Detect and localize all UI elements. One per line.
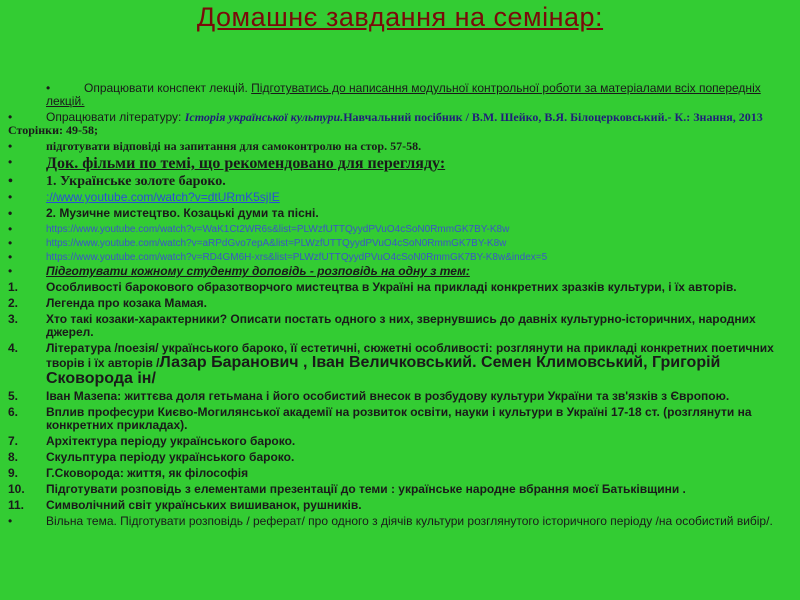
topic-authors: Лазар Баранович , Іван Величковський. Семен Климовський, Григорій Сковорода ін/ — [46, 354, 721, 387]
topic-text: Г.Сковорода: життя, як філософія — [46, 466, 249, 480]
film2-link-1[interactable]: https://www.youtube.com/watch?v=WaK1Ct2WR6s&list=PLWzfUTTQyydPVuO4cSoN0RmmGK7BY-K8w — [46, 224, 510, 235]
bullet-icon: • — [8, 236, 13, 250]
list-item — [8, 111, 786, 137]
bullet-icon: • — [8, 174, 13, 189]
list-item — [8, 515, 786, 528]
topic-item — [8, 313, 786, 339]
list-item — [8, 175, 786, 188]
film1-title: 1. Українське золоте бароко. — [46, 174, 226, 189]
list-item — [8, 140, 786, 153]
topic-number: 6. — [8, 405, 19, 419]
topic-item — [8, 483, 786, 496]
topic-text: Особливості барокового образотворчого мистецтва в Україні на прикладі конкретних зразків культури, і їх авторів. — [46, 280, 737, 294]
book-info: Навчальний посібник / В.М. Шейко, В.Я. Білоцерковський.- К.: Знання, 2013 — [343, 110, 763, 124]
film2-link-3[interactable]: https://www.youtube.com/watch?v=RD4GM6H-xrs&list=PLWzfUTTQyydPVuO4cSoN0RmmGK7BY-K8w&index=5 — [46, 252, 548, 263]
film2-link-2[interactable]: https://www.youtube.com/watch?v=aRPdGvo7epA&list=PLWzfUTTQyydPVuO4cSoN0RmmGK7BY-K8w — [46, 238, 507, 249]
bullet-icon: • — [8, 110, 13, 124]
topic-item — [8, 406, 786, 432]
item1-underlined: Підготуватись до написання модульної контрольної роботи за матеріалами всіх попередніх лекцій. — [46, 81, 761, 108]
list-item — [8, 191, 786, 204]
list-item — [8, 251, 786, 264]
topic-item — [8, 342, 786, 387]
topic-item — [8, 435, 786, 448]
item3-text: підготувати відповіді на запитання для самоконтролю на стор. 57-58. — [46, 139, 422, 153]
bullet-icon: • — [8, 264, 13, 278]
book-pages: Сторінки: 49-58; — [8, 123, 98, 137]
topic-text: Архітектура періоду українського бароко. — [46, 434, 296, 448]
film2-title: 2. Музичне мистецтво. Козацькі думи та пісні. — [46, 206, 319, 220]
topic-number: 1. — [8, 280, 19, 294]
item2-prefix: Опрацювати літературу: — [46, 110, 182, 124]
free-topic-text: Вільна тема. Підготувати розповідь / реферат/ про одного з діячів культури розглянутого історичного періоду /на особистий вибір/. — [46, 514, 773, 528]
list-item — [8, 156, 786, 172]
list-item — [8, 265, 786, 278]
topic-number: 5. — [8, 389, 19, 403]
bullet-icon: • — [46, 81, 51, 95]
topic-text: Література /поезія/ українського бароко, її естетичні, сюжетні особливості: розглянути на прикладі конкретних поетичних творів і їх авторів / — [46, 341, 774, 370]
topic-item — [8, 451, 786, 464]
bullet-icon: • — [8, 514, 13, 528]
topic-number: 10. — [8, 482, 25, 496]
bullet-icon: • — [8, 155, 13, 169]
report-heading: Підготувати кожному студенту доповідь - розповідь на одну з тем: — [46, 264, 470, 278]
list-item — [8, 82, 786, 108]
topic-number: 4. — [8, 341, 19, 355]
topic-item — [8, 390, 786, 403]
topic-number: 9. — [8, 466, 19, 480]
topic-text: Вплив професури Києво-Могилянської академії на розвиток освіти, науки і культури в Україні 17-18 ст. (розглянути на конкретних прикладах). — [46, 405, 752, 432]
film1-link[interactable]: ://www.youtube.com/watch?v=dtURmK5sjIE — [46, 190, 280, 204]
bullet-icon: • — [8, 250, 13, 264]
topics-list — [8, 281, 786, 512]
films-heading: Док. фільми по темі, що рекомендовано для перегляду: — [46, 155, 446, 172]
topic-number: 2. — [8, 296, 19, 310]
topic-text: Символічний світ українських вишиванок, рушників. — [46, 498, 362, 512]
item1-prefix: Опрацювати конспект лекцій. — [84, 81, 248, 95]
bullet-icon: • — [8, 139, 13, 153]
slide-content — [8, 82, 786, 531]
topic-text: Скульптура періоду українського бароко. — [46, 450, 295, 464]
topic-item — [8, 499, 786, 512]
topic-text: Легенда про козака Мамая. — [46, 296, 207, 310]
topic-number: 3. — [8, 312, 19, 326]
topic-text: Підготувати розповідь з елементами презентації до теми : українське народне вбрання моєї Батьківщини . — [46, 482, 686, 496]
slide-title: Домашнє завдання на семінар: — [196, 2, 604, 32]
topic-number: 7. — [8, 434, 19, 448]
topic-item — [8, 297, 786, 310]
list-item — [8, 207, 786, 220]
bullet-icon: • — [8, 222, 13, 236]
topic-text: Хто такі козаки-характерники? Описати постать одного з них, звернувшись до давніх культурно-історичних, народних джерел. — [46, 312, 756, 339]
list-item — [8, 223, 786, 236]
bullet-icon: • — [8, 190, 13, 204]
topic-item — [8, 281, 786, 294]
topic-number: 8. — [8, 450, 19, 464]
topic-text: Іван Мазепа: життєва доля гетьмана і його особистий внесок в розбудову культури України та зв'язків з Європою. — [46, 389, 730, 403]
topic-number: 11. — [8, 498, 25, 512]
book-title: Історія української культури. — [184, 110, 344, 124]
topic-item — [8, 467, 786, 480]
list-item — [8, 237, 786, 250]
bullet-icon: • — [8, 206, 13, 220]
